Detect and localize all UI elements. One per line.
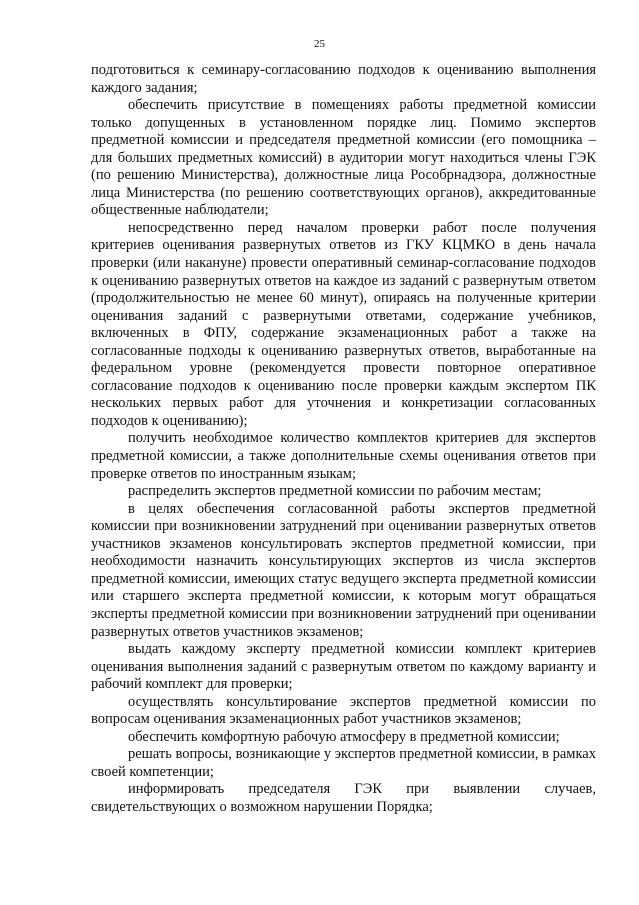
paragraph: подготовиться к семинару-согласованию подходов к оцениванию выполнения каждого задания; xyxy=(91,62,596,96)
paragraph: обеспечить комфортную рабочую атмосферу в предметной комиссии; xyxy=(128,728,560,745)
paragraph: решать вопросы, возникающие у экспертов предметной комиссии, в рамках своей компетенции; xyxy=(91,746,596,780)
document-body xyxy=(91,62,596,817)
paragraph: распределить экспертов предметной комиссии по рабочим местам; xyxy=(128,483,542,500)
paragraph: осуществлять консультирование экспертов предметной комиссии по вопросам оценивания экзаменационных работ участников экзаменов; xyxy=(91,693,596,728)
paragraph: непосредственно перед началом проверки работ после получения критериев оценивания развернутых ответов из ГКУ КЦМКО в день начала проверки (или накануне) провести оперативный семинар-согласование подходов к оцениванию развернутых ответов на каждое из заданий с развернутым ответом (продолжительностью не менее 60 минут), опираясь на полученные критерии оценивания заданий с развернутыми ответами, содержание учебников, включенных в ФПУ, содержание экзаменационных работ а также на согласованные подходы к оцениванию развернутых ответов, выработанные на федеральном уровне (рекомендуется провести повторное оперативное согласование подходов к оцениванию после проверки каждым экспертом ПК нескольких первых работ для уточнения и конкретизации согласованных подходов к оцениванию); xyxy=(91,219,596,429)
paragraph: получить необходимое количество комплектов критериев для экспертов предметной комиссии, а также дополнительные схемы оценивания ответов при проверке ответов по иностранным языкам; xyxy=(91,430,596,482)
page-number: 25 xyxy=(314,38,325,50)
paragraph: информировать председателя ГЭК при выявлении случаев, свидетельствующих о возможном нарушении Порядка; xyxy=(91,781,596,815)
paragraph: выдать каждому эксперту предметной комиссии комплект критериев оценивания выполнения заданий с развернутым ответом по каждому варианту и рабочий комплект для проверки; xyxy=(91,641,596,693)
paragraph: в целях обеспечения согласованной работы экспертов предметной комиссии при возникновении затруднений при оценивании развернутых ответов участников экзаменов консультировать экспертов предметной комиссии, при необходимости назначить консультирующих экспертов из числа экспертов предметной комиссии, имеющих статус ведущего эксперта предметной комиссии или старшего эксперта предметной комиссии, к которым могут обращаться эксперты предметной комиссии при возникновении затруднений при оценивании развернутых ответов участников экзаменов; xyxy=(91,500,596,640)
paragraph: обеспечить присутствие в помещениях работы предметной комиссии только допущенных в установленном порядке лиц. Помимо экспертов предметной комиссии и председателя предметной комиссии (его помощника – для больших предметных комиссий) в аудитории могут находиться члены ГЭК (по решению Министерства), должностные лица Рособрнадзора, должностные лица Министерства (по решению соответствующих органов), аккредитованные общественные наблюдатели; xyxy=(91,97,596,219)
